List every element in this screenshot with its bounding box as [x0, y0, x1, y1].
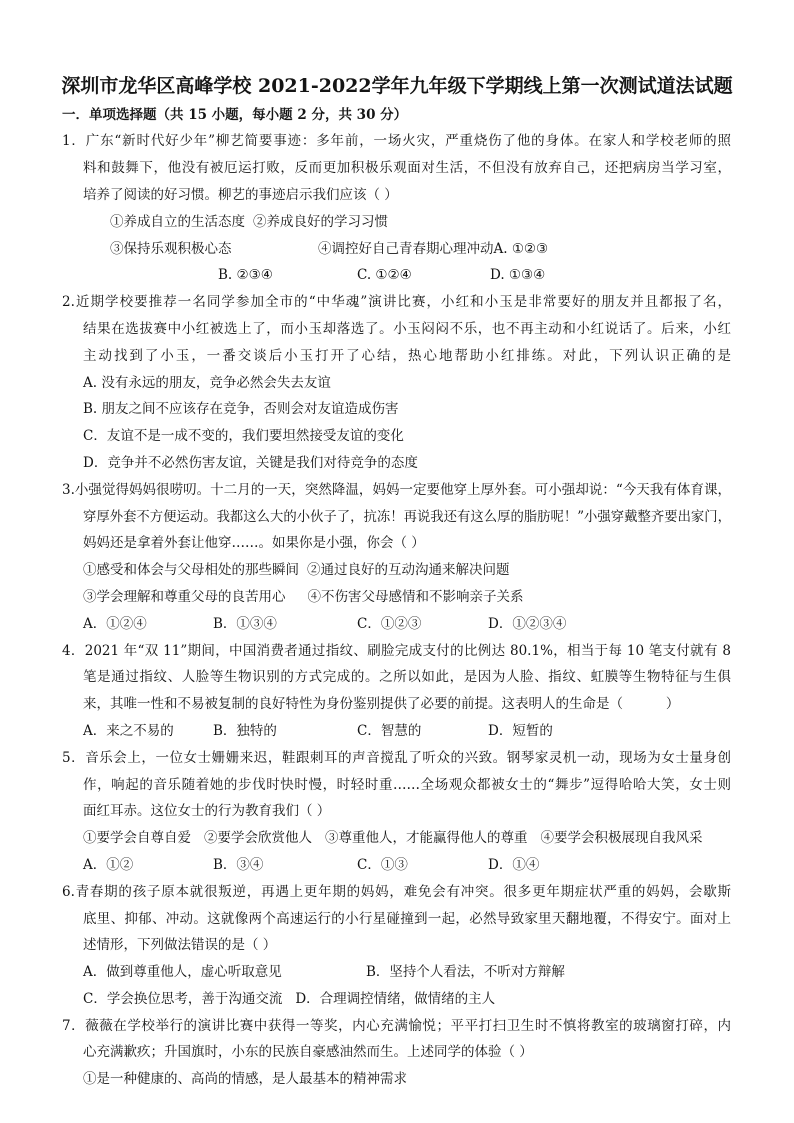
question-1-stem-line-3: 培养了阅读的好习惯。柳艺的事迹启示我们应该（ ） [83, 186, 398, 203]
question-2-option-row [0, 370, 794, 397]
question-5 [0, 745, 794, 879]
question-4-stem-line-1: 4．2021 年“双 11”期间，中国消费者通过指纹、刷脸完成支付的比例达 80.1%，相当于每 10 笔支付就有 8 [62, 642, 731, 659]
question-3-option-b: B．①③④ [213, 615, 277, 632]
question-1-line [0, 182, 794, 209]
question-4-line [0, 638, 794, 665]
question-3-statement-2: ②通过良好的互动沟通来解决问题 [307, 562, 510, 579]
question-2-option-a: A. 没有永远的朋友，竞争必然会失去友谊 [83, 374, 331, 391]
question-3-statement-group [83, 584, 524, 611]
question-2-option-row [0, 396, 794, 423]
question-1-stem-line-1: 1．广东“新时代好少年”柳艺简要事迹：多年前，一场火灾，严重烧伤了他的身体。在家人和学校老师的照 [62, 133, 731, 150]
question-5-statement-4: ④要学会积极展现自我风采 [540, 830, 703, 847]
question-5-line [0, 745, 794, 772]
question-1-line [0, 155, 794, 182]
question-1-option-d: D. ①③④ [490, 267, 546, 284]
question-1 [0, 128, 794, 289]
question-1-line [0, 128, 794, 155]
exam-body [0, 102, 794, 1093]
question-6-line [0, 879, 794, 906]
question-5-line [0, 772, 794, 799]
question-3-statement-group [83, 557, 510, 584]
question-5-stem-line-3: 面红耳赤。这位女士的行为教育我们（ ） [83, 803, 331, 820]
question-5-statement-3: ③尊重他人，才能赢得他人的尊重 [325, 830, 528, 847]
question-3-statement-row [0, 557, 794, 584]
question-2-option-row [0, 450, 794, 477]
question-3-option-c: C．①②③ [357, 615, 422, 632]
question-4-stem-line-3: 来，其唯一性和不易被复制的良好特性为身份鉴别提供了必要的前提。这表明人的生命是（ ） [83, 696, 680, 713]
question-7-statement-1: ①是一种健康的、高尚的情感，是人最基本的精神需求 [83, 1071, 407, 1088]
question-4-option-a: A．来之不易的 [83, 722, 174, 739]
question-4-option-c: C．智慧的 [357, 722, 422, 739]
question-7-line [0, 1013, 794, 1040]
question-3-line [0, 504, 794, 531]
question-3-stem-line-1: 3.小强觉得妈妈很唠叨。十二月的一天，突然降温，妈妈一定要他穿上厚外套。可小强却说：“今天我有体育课， [62, 481, 731, 498]
exam-title: 深圳市龙华区高峰学校 2021-2022学年九年级下学期线上第一次测试道法试题 [61, 75, 733, 97]
question-6-option-row [0, 986, 794, 1013]
question-7 [0, 1013, 794, 1093]
question-2-stem-line-1: 2.近期学校要推荐一名同学参加全市的“中华魂”演讲比赛，小红和小玉是非常要好的朋友并且都报了名， [62, 294, 731, 311]
question-6-option-a: A．做到尊重他人，虚心听取意见 [83, 964, 282, 981]
question-6-stem-line-3: 述情形，下列做法错误的是（ ） [83, 937, 277, 954]
question-5-statement-row [0, 825, 794, 852]
question-1-statement-4: ④调控好自己青春期心理冲动 [318, 240, 494, 257]
question-5-option-row [0, 852, 794, 879]
question-6-option-d: D．合理调控情绪，做情绪的主人 [295, 990, 496, 1007]
question-6-option-b: B．坚持个人看法，不听对方辩解 [366, 964, 565, 981]
question-5-option-b: B．③④ [213, 856, 264, 873]
question-3-statement-4: ④不伤害父母感情和不影响亲子关系 [307, 588, 524, 605]
question-3-stem-line-3: 妈妈还是拿着外套让他穿……。如果你是小强，你会（ ） [83, 535, 425, 552]
question-1-option-row [0, 262, 794, 289]
question-5-line [0, 798, 794, 825]
question-4-option-b: B．独特的 [213, 722, 277, 739]
question-5-stem-line-1: 5．音乐会上，一位女士姗姗来迟，鞋跟刺耳的声音搅乱了听众的兴致。钢琴家灵机一动，现场为女士量身创 [62, 749, 731, 766]
question-1-statement-1: ①养成自立的生活态度 [110, 213, 245, 230]
question-6-line [0, 932, 794, 959]
question-1-statement-2: ②养成良好的学习习惯 [253, 213, 388, 230]
question-1-statement-group [318, 236, 548, 263]
question-5-option-d: D．①④ [488, 856, 540, 873]
question-3-statement-1: ①感受和体会与父母相处的那些瞬间 [83, 562, 299, 579]
question-6-option-c: C．学会换位思考，善于沟通交流 [83, 990, 283, 1007]
question-3-stem-line-2: 穿厚外套不方便运动。我都这么大的小伙子了，抗冻！再说我还有这么厚的脂肪呢！”小强穿戴整齐要出家门， [83, 508, 731, 525]
question-1-option-c: C. ①②④ [357, 267, 412, 284]
question-3-statement-3: ③学会理解和尊重父母的良苦用心 [83, 588, 286, 605]
section-heading-line [0, 102, 794, 129]
question-6-line [0, 906, 794, 933]
question-5-option-c: C．①③ [357, 856, 408, 873]
question-4-line [0, 691, 794, 718]
question-1-option-a: A. ①②③ [493, 240, 549, 257]
question-1-option-b: B. ②③④ [218, 267, 273, 284]
question-7-stem-line-1: 7．薇薇在学校举行的演讲比赛中获得一等奖，内心充满愉悦；平平打扫卫生时不慎将教室的玻璃窗打碎，内 [62, 1017, 731, 1034]
question-3-line [0, 530, 794, 557]
question-5-statement-1: ①要学会自尊自爱 [83, 830, 191, 847]
question-5-statement-group [83, 825, 703, 852]
question-2-stem-line-2: 结果在选拔赛中小红被选上了，而小玉却落选了。小玉闷闷不乐，也不再主动和小红说话了。后来，小红 [83, 320, 731, 337]
question-4-line [0, 664, 794, 691]
question-2-stem-line-3: 主动找到了小玉，一番交谈后小玉打开了心结，热心地帮助小红排练。对此，下列认识正确的是 [83, 347, 731, 364]
question-4 [0, 638, 794, 745]
question-6-stem-line-1: 6.青春期的孩子原本就很叛逆，再遇上更年期的妈妈，难免会有冲突。很多更年期症状严重的妈妈，会歇斯 [62, 883, 731, 900]
question-3-line [0, 477, 794, 504]
question-2 [0, 289, 794, 477]
question-5-option-a: A．①② [83, 856, 134, 873]
question-3-option-a: A．①②④ [83, 615, 147, 632]
question-1-statement-row [0, 236, 794, 263]
question-2-option-row [0, 423, 794, 450]
question-2-line [0, 289, 794, 316]
question-1-statement-3: ③保持乐观积极心态 [110, 240, 232, 257]
question-1-statement-group [110, 209, 388, 236]
question-5-statement-2: ②要学会欣赏他人 [204, 830, 312, 847]
question-2-option-d: D．竞争并不必然伤害友谊，关键是我们对待竞争的态度 [83, 454, 418, 471]
question-3 [0, 477, 794, 638]
question-1-statement-row [0, 209, 794, 236]
question-3-statement-row [0, 584, 794, 611]
question-3-option-row [0, 611, 794, 638]
question-4-stem-line-2: 笔是通过指纹、人脸等生物识别的方式完成的。之所以如此，是因为人脸、指纹、虹膜等生物特征与生俱 [83, 669, 731, 686]
question-7-line [0, 1039, 794, 1066]
question-6-option-row [0, 959, 794, 986]
question-2-line [0, 343, 794, 370]
question-4-option-row [0, 718, 794, 745]
question-7-stem-line-2: 心充满歉疚；升国旗时，小东的民族自豪感油然而生。上述同学的体验（ ） [83, 1044, 533, 1061]
question-7-statement-row [0, 1066, 794, 1093]
question-3-option-d: D．①②③④ [488, 615, 567, 632]
question-5-stem-line-2: 作，响起的音乐随着她的步伐时快时慢，时轻时重……全场观众都被女士的“舞步”逗得哈哈大笑，女士则 [83, 776, 731, 793]
question-1-stem-line-2: 料和鼓舞下，他没有被厄运打败，反而更加积极乐观面对生活，不但没有放弃自己，还把病房当学习室， [83, 160, 731, 177]
question-2-option-b: B. 朋友之间不应该存在竞争，否则会对友谊造成伤害 [83, 401, 399, 418]
question-4-option-d: D．短暂的 [488, 722, 553, 739]
question-6-option-group [83, 986, 495, 1013]
question-2-option-c: C．友谊不是一成不变的，我们要坦然接受友谊的变化 [83, 428, 404, 445]
question-2-line [0, 316, 794, 343]
question-6-stem-line-2: 底里、抑郁、冲动。这就像两个高速运行的小行星碰撞到一起，必然导致家里天翻地覆，不得安宁。面对上 [83, 910, 731, 927]
question-6 [0, 879, 794, 1013]
section-heading: 一．单项选择题（共 15 小题，每小题 2 分，共 30 分） [62, 106, 408, 123]
